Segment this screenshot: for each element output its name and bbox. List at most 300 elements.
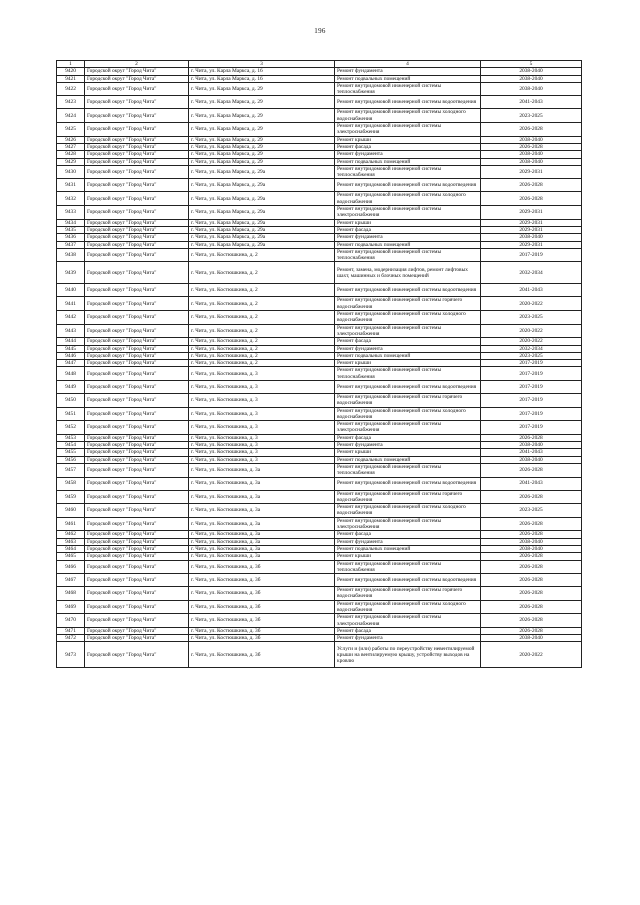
table-row bbox=[57, 262, 582, 284]
table-row bbox=[57, 151, 582, 158]
period-cell: 2023-2025 bbox=[481, 311, 582, 325]
row-number-cell: 9440 bbox=[57, 284, 85, 297]
address-cell: г. Чита, ул. Карла Маркса, д. 29а bbox=[189, 219, 335, 226]
work-type-cell: Ремонт фундамента bbox=[335, 538, 481, 545]
period-cell: 2038-2040 bbox=[481, 158, 582, 165]
address-cell: г. Чита, ул. Костюшкина, д. 2 bbox=[189, 338, 335, 345]
work-type-cell: Ремонт внутридомовой инженерной системы электроснабжения bbox=[335, 517, 481, 531]
work-type-cell: Ремонт крыши bbox=[335, 219, 481, 226]
address-cell: г. Чита, ул. Карла Маркса, д. 29 bbox=[189, 158, 335, 165]
municipality-cell: Городской округ "Город Чита" bbox=[85, 600, 189, 614]
period-cell: 2026-2028 bbox=[481, 574, 582, 587]
row-number-cell: 9470 bbox=[57, 614, 85, 628]
work-type-cell: Ремонт внутридомовой инженерной системы горячего водоснабжения bbox=[335, 297, 481, 311]
address-cell: г. Чита, ул. Карла Маркса, д. 29а bbox=[189, 206, 335, 220]
period-cell: 2026-2028 bbox=[481, 179, 582, 192]
address-cell: г. Чита, ул. Карла Маркса, д. 29а bbox=[189, 165, 335, 179]
work-type-cell: Ремонт фасада bbox=[335, 338, 481, 345]
work-type-cell: Ремонт внутридомовой инженерной системы горячего водоснабжения bbox=[335, 490, 481, 504]
table-row bbox=[57, 531, 582, 538]
period-cell: 2026-2028 bbox=[481, 517, 582, 531]
table-row bbox=[57, 642, 582, 668]
address-cell: г. Чита, ул. Костюшкина, д. 3б bbox=[189, 574, 335, 587]
period-cell: 2023-2025 bbox=[481, 109, 582, 123]
table-row bbox=[57, 297, 582, 311]
period-cell: 2038-2040 bbox=[481, 456, 582, 463]
address-cell: г. Чита, ул. Карла Маркса, д. 29 bbox=[189, 96, 335, 109]
period-cell: 2017-2019 bbox=[481, 360, 582, 367]
address-cell: г. Чита, ул. Карла Маркса, д. 29 bbox=[189, 143, 335, 150]
work-type-cell: Ремонт подвальных помещений bbox=[335, 75, 481, 82]
work-type-cell: Ремонт внутридомовой инженерной системы холодного водоснабжения bbox=[335, 407, 481, 421]
address-cell: г. Чита, ул. Карла Маркса, д. 29а bbox=[189, 192, 335, 206]
period-cell: 2029-2031 bbox=[481, 206, 582, 220]
period-cell: 2038-2040 bbox=[481, 136, 582, 143]
period-cell: 2038-2040 bbox=[481, 442, 582, 449]
row-number-cell: 9431 bbox=[57, 179, 85, 192]
period-cell: 2026-2028 bbox=[481, 614, 582, 628]
table-row bbox=[57, 75, 582, 82]
municipality-cell: Городской округ "Город Чита" bbox=[85, 456, 189, 463]
municipality-cell: Городской округ "Город Чита" bbox=[85, 360, 189, 367]
row-number-cell: 9447 bbox=[57, 360, 85, 367]
address-cell: г. Чита, ул. Карла Маркса, д. 29 bbox=[189, 109, 335, 123]
table-row bbox=[57, 338, 582, 345]
municipality-cell: Городской округ "Город Чита" bbox=[85, 442, 189, 449]
address-cell: г. Чита, ул. Костюшкина, д. 3 bbox=[189, 393, 335, 407]
table-row bbox=[57, 123, 582, 137]
row-number-cell: 9473 bbox=[57, 642, 85, 668]
work-type-cell: Ремонт подвальных помещений bbox=[335, 158, 481, 165]
municipality-cell: Городской округ "Город Чита" bbox=[85, 284, 189, 297]
row-number-cell: 9449 bbox=[57, 380, 85, 393]
table-row bbox=[57, 96, 582, 109]
address-cell: г. Чита, ул. Костюшкина, д. 3б bbox=[189, 627, 335, 634]
municipality-cell: Городской округ "Город Чита" bbox=[85, 627, 189, 634]
period-cell: 2026-2028 bbox=[481, 192, 582, 206]
row-number-cell: 9430 bbox=[57, 165, 85, 179]
period-cell: 2038-2040 bbox=[481, 545, 582, 552]
row-number-cell: 9426 bbox=[57, 136, 85, 143]
period-cell: 2032-2034 bbox=[481, 262, 582, 284]
work-type-cell: Ремонт крыши bbox=[335, 360, 481, 367]
address-cell: г. Чита, ул. Костюшкина, д. 3 bbox=[189, 442, 335, 449]
row-number-cell: 9423 bbox=[57, 96, 85, 109]
work-type-cell: Ремонт внутридомовой инженерной системы электроснабжения bbox=[335, 324, 481, 338]
work-type-cell: Ремонт фундамента bbox=[335, 151, 481, 158]
table-row bbox=[57, 324, 582, 338]
period-cell: 2038-2040 bbox=[481, 234, 582, 241]
municipality-cell: Городской округ "Город Чита" bbox=[85, 463, 189, 477]
row-number-cell: 9446 bbox=[57, 352, 85, 359]
work-type-cell: Ремонт внутридомовой инженерной системы холодного водоснабжения bbox=[335, 600, 481, 614]
table-row bbox=[57, 82, 582, 96]
row-number-cell: 9456 bbox=[57, 456, 85, 463]
municipality-cell: Городской округ "Город Чита" bbox=[85, 587, 189, 601]
table-row bbox=[57, 456, 582, 463]
row-number-cell: 9443 bbox=[57, 324, 85, 338]
column-header: 3 bbox=[189, 61, 335, 68]
address-cell: г. Чита, ул. Костюшкина, д. 2 bbox=[189, 284, 335, 297]
municipality-cell: Городской округ "Город Чита" bbox=[85, 206, 189, 220]
row-number-cell: 9436 bbox=[57, 234, 85, 241]
work-type-cell: Ремонт фундамента bbox=[335, 234, 481, 241]
period-cell: 2023-2025 bbox=[481, 504, 582, 518]
row-number-cell: 9462 bbox=[57, 531, 85, 538]
municipality-cell: Городской округ "Город Чита" bbox=[85, 136, 189, 143]
period-cell: 2017-2019 bbox=[481, 407, 582, 421]
registry-table-body bbox=[57, 61, 582, 668]
address-cell: г. Чита, ул. Костюшкина, д. 3б bbox=[189, 560, 335, 574]
row-number-cell: 9445 bbox=[57, 345, 85, 352]
table-row bbox=[57, 600, 582, 614]
row-number-cell: 9458 bbox=[57, 477, 85, 490]
address-cell: г. Чита, ул. Костюшкина, д. 3а bbox=[189, 531, 335, 538]
period-cell: 2026-2028 bbox=[481, 490, 582, 504]
work-type-cell: Услуги и (или) работы по переустройству невентилируемой крыши на вентилируемую крышу, устройству выходов на кровлю bbox=[335, 642, 481, 668]
row-number-cell: 9420 bbox=[57, 68, 85, 75]
municipality-cell: Городской округ "Город Чита" bbox=[85, 393, 189, 407]
address-cell: г. Чита, ул. Костюшкина, д. 3б bbox=[189, 614, 335, 628]
work-type-cell: Ремонт фундамента bbox=[335, 442, 481, 449]
address-cell: г. Чита, ул. Костюшкина, д. 3 bbox=[189, 434, 335, 441]
period-cell: 2026-2028 bbox=[481, 627, 582, 634]
municipality-cell: Городской округ "Город Чита" bbox=[85, 234, 189, 241]
table-row bbox=[57, 352, 582, 359]
work-type-cell: Ремонт внутридомовой инженерной системы электроснабжения bbox=[335, 123, 481, 137]
row-number-cell: 9461 bbox=[57, 517, 85, 531]
municipality-cell: Городской округ "Город Чита" bbox=[85, 165, 189, 179]
municipality-cell: Городской округ "Город Чита" bbox=[85, 311, 189, 325]
row-number-cell: 9448 bbox=[57, 367, 85, 381]
address-cell: г. Чита, ул. Костюшкина, д. 2 bbox=[189, 248, 335, 262]
registry-table bbox=[56, 60, 582, 668]
period-cell: 2029-2031 bbox=[481, 165, 582, 179]
municipality-cell: Городской округ "Город Чита" bbox=[85, 553, 189, 560]
period-cell: 2041-2043 bbox=[481, 96, 582, 109]
column-header: 4 bbox=[335, 61, 481, 68]
work-type-cell: Ремонт фасада bbox=[335, 434, 481, 441]
table-row bbox=[57, 206, 582, 220]
period-cell: 2026-2028 bbox=[481, 531, 582, 538]
table-row bbox=[57, 538, 582, 545]
row-number-cell: 9451 bbox=[57, 407, 85, 421]
address-cell: г. Чита, ул. Костюшкина, д. 2 bbox=[189, 311, 335, 325]
row-number-cell: 9469 bbox=[57, 600, 85, 614]
address-cell: г. Чита, ул. Костюшкина, д. 3б bbox=[189, 642, 335, 668]
row-number-cell: 9465 bbox=[57, 553, 85, 560]
row-number-cell: 9453 bbox=[57, 434, 85, 441]
table-row bbox=[57, 627, 582, 634]
municipality-cell: Городской округ "Город Чита" bbox=[85, 642, 189, 668]
period-cell: 2017-2019 bbox=[481, 393, 582, 407]
table-row bbox=[57, 517, 582, 531]
municipality-cell: Городской округ "Город Чита" bbox=[85, 109, 189, 123]
row-number-cell: 9454 bbox=[57, 442, 85, 449]
municipality-cell: Городской округ "Город Чита" bbox=[85, 96, 189, 109]
table-row bbox=[57, 284, 582, 297]
table-row bbox=[57, 421, 582, 435]
row-number-cell: 9429 bbox=[57, 158, 85, 165]
row-number-cell: 9464 bbox=[57, 545, 85, 552]
table-row bbox=[57, 179, 582, 192]
address-cell: г. Чита, ул. Костюшкина, д. 2 bbox=[189, 360, 335, 367]
table-row bbox=[57, 241, 582, 248]
period-cell: 2038-2040 bbox=[481, 82, 582, 96]
period-cell: 2038-2040 bbox=[481, 538, 582, 545]
municipality-cell: Городской округ "Город Чита" bbox=[85, 324, 189, 338]
period-cell: 2041-2043 bbox=[481, 284, 582, 297]
row-number-cell: 9421 bbox=[57, 75, 85, 82]
address-cell: г. Чита, ул. Костюшкина, д. 3а bbox=[189, 538, 335, 545]
table-row bbox=[57, 165, 582, 179]
municipality-cell: Городской округ "Город Чита" bbox=[85, 477, 189, 490]
table-row bbox=[57, 504, 582, 518]
work-type-cell: Ремонт внутридомовой инженерной системы теплоснабжения bbox=[335, 82, 481, 96]
address-cell: г. Чита, ул. Карла Маркса, д. 29а bbox=[189, 226, 335, 233]
period-cell: 2029-2031 bbox=[481, 226, 582, 233]
row-number-cell: 9422 bbox=[57, 82, 85, 96]
work-type-cell: Ремонт внутридомовой инженерной системы теплоснабжения bbox=[335, 165, 481, 179]
address-cell: г. Чита, ул. Карла Маркса, д. 29а bbox=[189, 179, 335, 192]
work-type-cell: Ремонт крыши bbox=[335, 449, 481, 456]
row-number-cell: 9432 bbox=[57, 192, 85, 206]
municipality-cell: Городской округ "Город Чита" bbox=[85, 219, 189, 226]
row-number-cell: 9455 bbox=[57, 449, 85, 456]
municipality-cell: Городской округ "Город Чита" bbox=[85, 517, 189, 531]
municipality-cell: Городской округ "Город Чита" bbox=[85, 241, 189, 248]
address-cell: г. Чита, ул. Костюшкина, д. 3 bbox=[189, 421, 335, 435]
municipality-cell: Городской округ "Город Чита" bbox=[85, 151, 189, 158]
row-number-cell: 9471 bbox=[57, 627, 85, 634]
table-row bbox=[57, 311, 582, 325]
address-cell: г. Чита, ул. Карла Маркса, д. 29 bbox=[189, 151, 335, 158]
row-number-cell: 9441 bbox=[57, 297, 85, 311]
municipality-cell: Городской округ "Город Чита" bbox=[85, 421, 189, 435]
work-type-cell: Ремонт внутридомовой инженерной системы водоотведения bbox=[335, 179, 481, 192]
address-cell: г. Чита, ул. Костюшкина, д. 3б bbox=[189, 587, 335, 601]
period-cell: 2017-2019 bbox=[481, 367, 582, 381]
period-cell: 2020-2022 bbox=[481, 324, 582, 338]
work-type-cell: Ремонт внутридомовой инженерной системы холодного водоснабжения bbox=[335, 311, 481, 325]
work-type-cell: Ремонт внутридомовой инженерной системы теплоснабжения bbox=[335, 248, 481, 262]
work-type-cell: Ремонт внутридомовой инженерной системы электроснабжения bbox=[335, 206, 481, 220]
work-type-cell: Ремонт внутридомовой инженерной системы водоотведения bbox=[335, 574, 481, 587]
table-row bbox=[57, 380, 582, 393]
table-row bbox=[57, 219, 582, 226]
row-number-cell: 9434 bbox=[57, 219, 85, 226]
table-row bbox=[57, 574, 582, 587]
work-type-cell: Ремонт фасада bbox=[335, 627, 481, 634]
address-cell: г. Чита, ул. Костюшкина, д. 3а bbox=[189, 553, 335, 560]
row-number-cell: 9424 bbox=[57, 109, 85, 123]
municipality-cell: Городской округ "Город Чита" bbox=[85, 158, 189, 165]
table-row bbox=[57, 560, 582, 574]
work-type-cell: Ремонт внутридомовой инженерной системы водоотведения bbox=[335, 380, 481, 393]
period-cell: 2020-2022 bbox=[481, 297, 582, 311]
period-cell: 2026-2028 bbox=[481, 143, 582, 150]
municipality-cell: Городской округ "Город Чита" bbox=[85, 143, 189, 150]
table-row bbox=[57, 234, 582, 241]
work-type-cell: Ремонт подвальных помещений bbox=[335, 241, 481, 248]
municipality-cell: Городской округ "Город Чита" bbox=[85, 68, 189, 75]
table-row bbox=[57, 490, 582, 504]
municipality-cell: Городской округ "Город Чита" bbox=[85, 192, 189, 206]
work-type-cell: Ремонт подвальных помещений bbox=[335, 352, 481, 359]
period-cell: 2026-2028 bbox=[481, 600, 582, 614]
municipality-cell: Городской округ "Город Чита" bbox=[85, 504, 189, 518]
work-type-cell: Ремонт фасада bbox=[335, 143, 481, 150]
work-type-cell: Ремонт подвальных помещений bbox=[335, 456, 481, 463]
work-type-cell: Ремонт внутридомовой инженерной системы электроснабжения bbox=[335, 421, 481, 435]
work-type-cell: Ремонт фасада bbox=[335, 226, 481, 233]
period-cell: 2038-2040 bbox=[481, 151, 582, 158]
row-number-cell: 9463 bbox=[57, 538, 85, 545]
address-cell: г. Чита, ул. Костюшкина, д. 2 bbox=[189, 297, 335, 311]
table-row bbox=[57, 614, 582, 628]
period-cell: 2041-2043 bbox=[481, 477, 582, 490]
work-type-cell: Ремонт крыши bbox=[335, 553, 481, 560]
table-row bbox=[57, 407, 582, 421]
municipality-cell: Городской округ "Город Чита" bbox=[85, 226, 189, 233]
municipality-cell: Городской округ "Город Чита" bbox=[85, 297, 189, 311]
period-cell: 2023-2025 bbox=[481, 352, 582, 359]
work-type-cell: Ремонт внутридомовой инженерной системы электроснабжения bbox=[335, 614, 481, 628]
period-cell: 2038-2040 bbox=[481, 68, 582, 75]
municipality-cell: Городской округ "Город Чита" bbox=[85, 560, 189, 574]
address-cell: г. Чита, ул. Карла Маркса, д. 16 bbox=[189, 68, 335, 75]
period-cell: 2026-2028 bbox=[481, 587, 582, 601]
period-cell: 2026-2028 bbox=[481, 434, 582, 441]
work-type-cell: Ремонт внутридомовой инженерной системы горячего водоснабжения bbox=[335, 587, 481, 601]
address-cell: г. Чита, ул. Костюшкина, д. 2 bbox=[189, 345, 335, 352]
row-number-cell: 9450 bbox=[57, 393, 85, 407]
row-number-cell: 9452 bbox=[57, 421, 85, 435]
address-cell: г. Чита, ул. Костюшкина, д. 2 bbox=[189, 262, 335, 284]
address-cell: г. Чита, ул. Костюшкина, д. 3 bbox=[189, 449, 335, 456]
address-cell: г. Чита, ул. Костюшкина, д. 2 bbox=[189, 352, 335, 359]
work-type-cell: Ремонт внутридомовой инженерной системы водоотведения bbox=[335, 284, 481, 297]
period-cell: 2020-2022 bbox=[481, 338, 582, 345]
period-cell: 2026-2028 bbox=[481, 463, 582, 477]
row-number-cell: 9472 bbox=[57, 635, 85, 642]
municipality-cell: Городской округ "Город Чита" bbox=[85, 262, 189, 284]
address-cell: г. Чита, ул. Костюшкина, д. 3а bbox=[189, 463, 335, 477]
address-cell: г. Чита, ул. Костюшкина, д. 3а bbox=[189, 477, 335, 490]
row-number-cell: 9442 bbox=[57, 311, 85, 325]
row-number-cell: 9468 bbox=[57, 587, 85, 601]
table-row bbox=[57, 143, 582, 150]
column-header: 2 bbox=[85, 61, 189, 68]
row-number-cell: 9437 bbox=[57, 241, 85, 248]
municipality-cell: Городской округ "Город Чита" bbox=[85, 248, 189, 262]
work-type-cell: Ремонт внутридомовой инженерной системы теплоснабжения bbox=[335, 560, 481, 574]
table-row bbox=[57, 477, 582, 490]
address-cell: г. Чита, ул. Костюшкина, д. 3 bbox=[189, 407, 335, 421]
work-type-cell: Ремонт фундамента bbox=[335, 68, 481, 75]
municipality-cell: Городской округ "Город Чита" bbox=[85, 635, 189, 642]
row-number-cell: 9466 bbox=[57, 560, 85, 574]
work-type-cell: Ремонт, замена, модернизация лифтов, ремонт лифтовых шахт, машинных и блочных помещений bbox=[335, 262, 481, 284]
municipality-cell: Городской округ "Город Чита" bbox=[85, 179, 189, 192]
address-cell: г. Чита, ул. Костюшкина, д. 3а bbox=[189, 517, 335, 531]
table-row bbox=[57, 68, 582, 75]
address-cell: г. Чита, ул. Костюшкина, д. 2 bbox=[189, 324, 335, 338]
table-row bbox=[57, 553, 582, 560]
municipality-cell: Городской округ "Город Чита" bbox=[85, 338, 189, 345]
municipality-cell: Городской округ "Город Чита" bbox=[85, 345, 189, 352]
period-cell: 2029-2031 bbox=[481, 241, 582, 248]
address-cell: г. Чита, ул. Костюшкина, д. 3а bbox=[189, 545, 335, 552]
municipality-cell: Городской округ "Город Чита" bbox=[85, 434, 189, 441]
row-number-cell: 9435 bbox=[57, 226, 85, 233]
table-row bbox=[57, 226, 582, 233]
work-type-cell: Ремонт внутридомовой инженерной системы холодного водоснабжения bbox=[335, 192, 481, 206]
column-header-row bbox=[57, 61, 582, 68]
work-type-cell: Ремонт подвальных помещений bbox=[335, 545, 481, 552]
table-row bbox=[57, 393, 582, 407]
municipality-cell: Городской округ "Город Чита" bbox=[85, 449, 189, 456]
address-cell: г. Чита, ул. Карла Маркса, д. 29а bbox=[189, 234, 335, 241]
table-row bbox=[57, 442, 582, 449]
address-cell: г. Чита, ул. Костюшкина, д. 3а bbox=[189, 490, 335, 504]
address-cell: г. Чита, ул. Карла Маркса, д. 16 bbox=[189, 75, 335, 82]
row-number-cell: 9427 bbox=[57, 143, 85, 150]
work-type-cell: Ремонт фасада bbox=[335, 531, 481, 538]
table-row bbox=[57, 192, 582, 206]
municipality-cell: Городской округ "Город Чита" bbox=[85, 352, 189, 359]
row-number-cell: 9459 bbox=[57, 490, 85, 504]
work-type-cell: Ремонт внутридомовой инженерной системы теплоснабжения bbox=[335, 463, 481, 477]
period-cell: 2017-2019 bbox=[481, 380, 582, 393]
row-number-cell: 9425 bbox=[57, 123, 85, 137]
period-cell: 2017-2019 bbox=[481, 248, 582, 262]
table-row bbox=[57, 158, 582, 165]
period-cell: 2026-2028 bbox=[481, 560, 582, 574]
row-number-cell: 9444 bbox=[57, 338, 85, 345]
period-cell: 2020-2022 bbox=[481, 642, 582, 668]
work-type-cell: Ремонт внутридомовой инженерной системы горячего водоснабжения bbox=[335, 393, 481, 407]
address-cell: г. Чита, ул. Костюшкина, д. 3 bbox=[189, 380, 335, 393]
address-cell: г. Чита, ул. Костюшкина, д. 3б bbox=[189, 600, 335, 614]
table-row bbox=[57, 109, 582, 123]
period-cell: 2017-2019 bbox=[481, 421, 582, 435]
row-number-cell: 9428 bbox=[57, 151, 85, 158]
address-cell: г. Чита, ул. Карла Маркса, д. 29 bbox=[189, 82, 335, 96]
table-row bbox=[57, 449, 582, 456]
table-row bbox=[57, 367, 582, 381]
row-number-cell: 9460 bbox=[57, 504, 85, 518]
table-row bbox=[57, 248, 582, 262]
table-row bbox=[57, 434, 582, 441]
address-cell: г. Чита, ул. Костюшкина, д. 3 bbox=[189, 367, 335, 381]
table-row bbox=[57, 463, 582, 477]
municipality-cell: Городской округ "Город Чита" bbox=[85, 545, 189, 552]
municipality-cell: Городской округ "Город Чита" bbox=[85, 531, 189, 538]
row-number-cell: 9433 bbox=[57, 206, 85, 220]
row-number-cell: 9438 bbox=[57, 248, 85, 262]
table-row bbox=[57, 360, 582, 367]
address-cell: г. Чита, ул. Карла Маркса, д. 29а bbox=[189, 241, 335, 248]
column-header: 5 bbox=[481, 61, 582, 68]
work-type-cell: Ремонт крыши bbox=[335, 136, 481, 143]
work-type-cell: Ремонт внутридомовой инженерной системы холодного водоснабжения bbox=[335, 504, 481, 518]
municipality-cell: Городской округ "Город Чита" bbox=[85, 490, 189, 504]
row-number-cell: 9457 bbox=[57, 463, 85, 477]
address-cell: г. Чита, ул. Костюшкина, д. 3 bbox=[189, 456, 335, 463]
table-row bbox=[57, 345, 582, 352]
municipality-cell: Городской округ "Город Чита" bbox=[85, 614, 189, 628]
